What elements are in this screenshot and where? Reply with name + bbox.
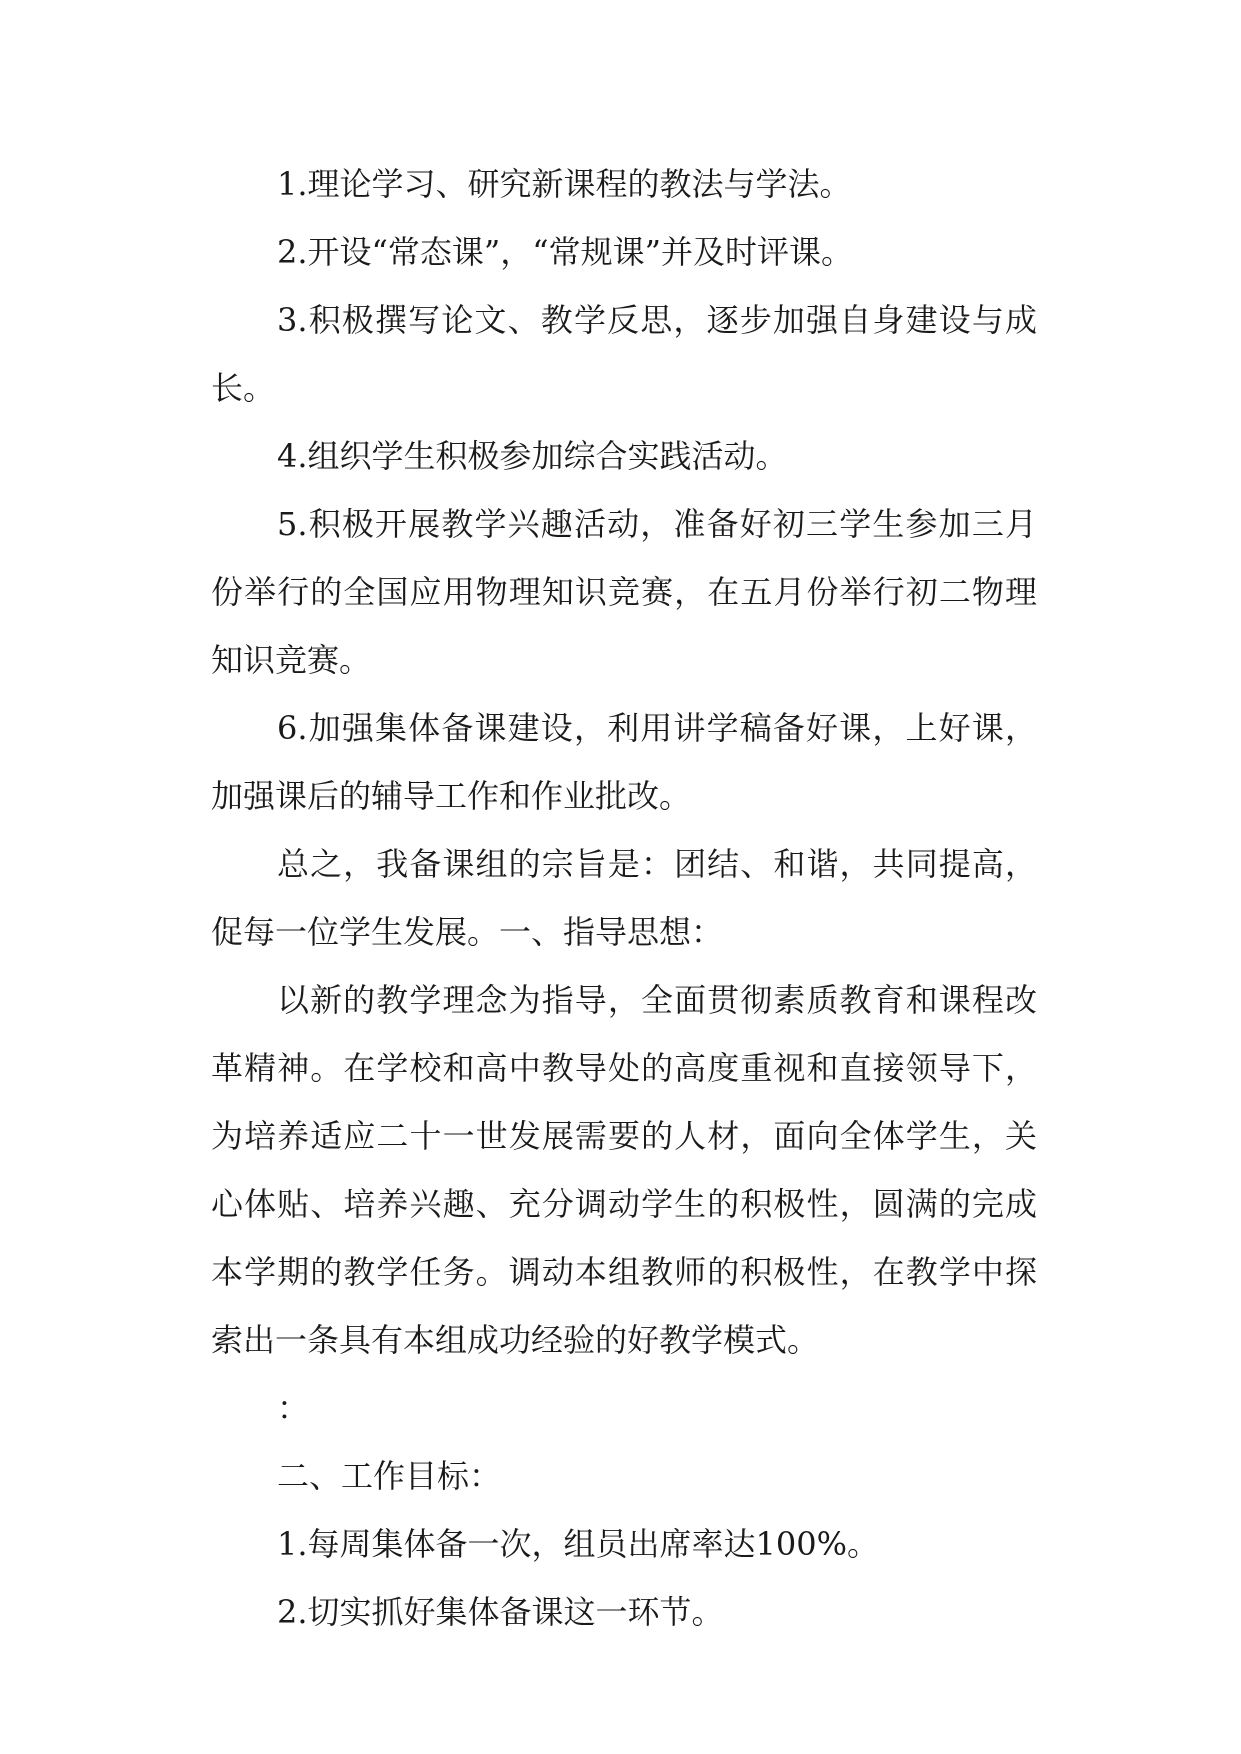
paragraph-grasp-preparation: 2.切实抓好集体备课这一环节。: [277, 1593, 724, 1631]
paragraph-guiding-ideology: 以新的教学理念为指导，全面贯彻素质教育和课程改革精神。在学校和高中教导处的高度重视和直接领导下，为培养适应二十一世发展需要的人材，面向全体学生，关心体贴、培养兴趣、充分调动学生的积极性，圆满的完成本学期的教学任务。调动本组教师的积极性，在教学中探索出一条具有本组成功经验的好教学模式。: [211, 981, 1037, 1359]
paragraph-colon: ：: [277, 1389, 310, 1427]
paragraph-collective-preparation: 6.加强集体备课建设，利用讲学稿备好课，上好课，加强课后的辅导工作和作业批改。: [211, 709, 1037, 815]
paragraph-interest-activities: 5.积极开展教学兴趣活动，准备好初三学生参加三月份举行的全国应用物理知识竞赛，在五月份举行初二物理知识竞赛。: [211, 505, 1037, 679]
paragraph-write-papers: 3.积极撰写论文、教学反思，逐步加强自身建设与成长。: [211, 301, 1037, 407]
paragraph-weekly-preparation: 1.每周集体备一次，组员出席率达100%。: [277, 1525, 880, 1563]
heading-work-goals: 二、工作目标：: [277, 1457, 502, 1495]
paragraph-theory-study: 1.理论学习、研究新课程的教法与学法。: [277, 165, 852, 203]
paragraph-practice-activities: 4.组织学生积极参加综合实践活动。: [277, 437, 788, 475]
document-page: [211, 150, 1037, 1646]
paragraph-open-classes: 2.开设“常态课”，“常规课”并及时评课。: [277, 233, 853, 271]
paragraph-summary: 总之，我备课组的宗旨是：团结、和谐，共同提高，促每一位学生发展。一、指导思想：: [211, 845, 1037, 951]
